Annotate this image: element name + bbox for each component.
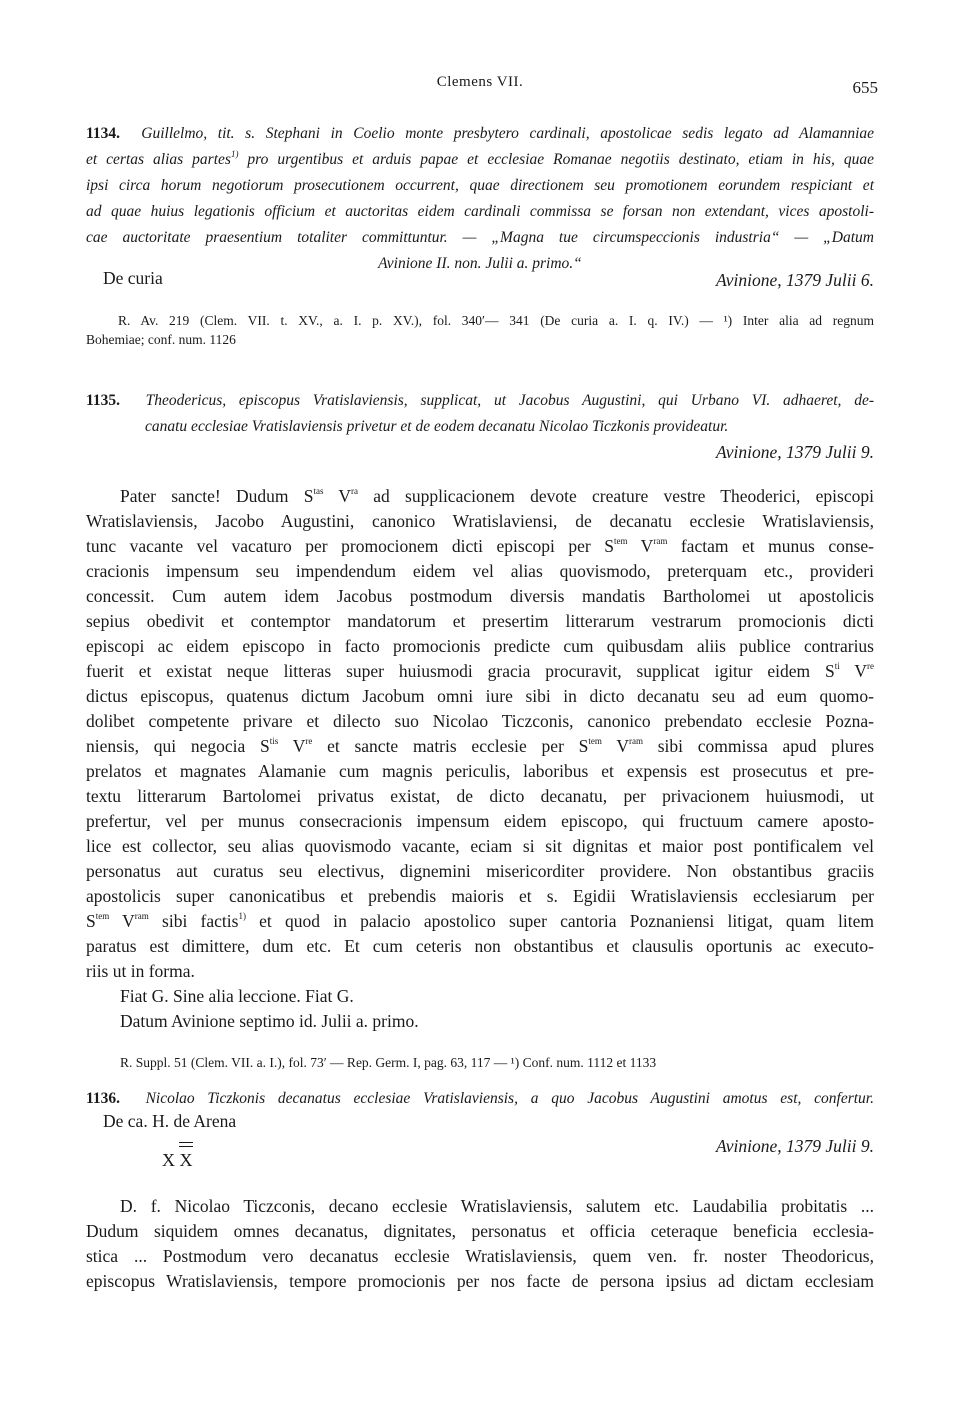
entry-1134-line-6: Avinione II. non. Julii a. primo.“ (378, 255, 582, 272)
body-line-17: apostolicis super canonicatibus et prebendis maioris et s. Egidii Wratislaviensis ecclesiarum per (86, 886, 874, 906)
entry-1134-line-3: ipsi circa horum negotiorum prosecutionem occurrent, quae directionem seu promotionem eorundem respiciant et (86, 177, 874, 194)
body-line-18: $S^{tem}$ $V^{ram}$ sibi factis$^{1)}$ et quod in palacio apostolico super cantoria Poznaniensi litigat, quam litem (86, 911, 875, 931)
entry-1135-summary-1: 1135. Theodericus, episcopus Vratislaviensis, supplicat, ut Jacobus Augustini, qui Urbano VI. adhaeret, de- (86, 392, 875, 409)
body-line-20: riis ut in forma. (86, 961, 195, 981)
page-number: 655 (852, 78, 878, 97)
entry-1135-summary-2: canatu ecclesiae Vratislaviensis privetur et de eodem decanatu Nicolao Ticzkonis provideatur. (145, 418, 729, 435)
body-line-11: niensis, qui negocia $S^{tis}$ Vre et sancte matris ecclesie per $S^{tem}$ $V^{ram}$ sibi commissa apud plures (86, 736, 875, 756)
body-line-12: prelatos et magnates Alamanie cum magnis periculis, laboribus et expensis est prosecutus et pre- (86, 761, 874, 781)
entry-number: 1135. (86, 392, 121, 409)
body-line-14: prefertur, vel per munus consecracionis impensum eidem episcopo, qui fructuum camere aposto- (86, 811, 874, 831)
place-date: Avinione, 1379 Julii 9. (716, 1136, 874, 1156)
source-note-line: R. Suppl. 51 (Clem. VII. a. I.), fol. 73′ — Rep. Germ. I, pag. 63, 117 — ¹) Conf. num. 1112 et 1133 (120, 1055, 657, 1070)
body-line-4: cracionis impensum seu impendendum eidem vel alias quovismodo, preterquam etc., provideri (86, 561, 874, 581)
body-line-9: dictus episcopus, quatenus dictum Jacobum omni iure sibi in dicto decanatu seu ad eum quomo- (86, 686, 874, 706)
fiat-line: Fiat G. Sine alia leccione. Fiat G. (120, 986, 354, 1006)
place-left: De curia (103, 268, 163, 288)
entry-1134-line-1: 1134. Guillelmo, tit. s. Stephani in Coelio monte presbytero cardinali, apostolicae sedis legato ad Alamanniae (86, 125, 875, 142)
tax-mark: X X (162, 1150, 193, 1170)
place-date: Avinione, 1379 Julii 6. (716, 270, 874, 290)
footnote-mark: 1) (238, 911, 246, 922)
entry-1134-line-5: cae auctoritate praesentium totaliter committuntur. — „Magna tue circumspeccionis industria“ — „Datum (86, 229, 874, 246)
body-line-3: stica ... Postmodum vero decanatus ecclesie Wratislaviensis, quem ven. fr. noster Theodoricus, (86, 1246, 874, 1266)
body-line-10: dolibet competente privare et dilecto suo Nicolao Ticzconis, canonico prebendato ecclesie Pozna- (86, 711, 874, 731)
source-note-line-2: Bohemiae; conf. num. 1126 (86, 332, 236, 347)
body-line-5: concessit. Cum autem idem Jacobus postmodum diversis mandatis Bartholomei ut apostolicis (86, 586, 874, 606)
datum-line: Datum Avinione septimo id. Julii a. primo. (120, 1011, 419, 1031)
entry-1134-line-4: ad quae huius legationis officium et auctoritas eidem cardinali commissa se forsan non extendant, vices apostoli- (86, 203, 874, 220)
running-title: Clemens VII. (436, 74, 524, 90)
tax-mark-bar (179, 1146, 193, 1147)
body-line-16: personatus aut curatus seu electivus, dignemini misericorditer providere. Non obstantibus graciis (86, 861, 874, 881)
body-line-19: paratus est dimittere, dum etc. Et cum ceteris non obstantibus et clausulis oportunis ac executo- (86, 936, 874, 956)
body-line-6: sepius obedivit et contemptor mandatorum et presertim litterarum vestrarum promocionis dicti (86, 611, 874, 631)
body-line-13: textu litterarum Bartolomei privatus existat, de dicto decanatu, per privacionem huiusmodi, ut (86, 786, 874, 806)
place-date: Avinione, 1379 Julii 9. (716, 442, 874, 462)
body-line-3: tunc vacante vel vacaturo per promocionem dicti episcopi per $S^{tem}$ $V^{ram}$ factam et munus conse- (86, 536, 875, 556)
body-line-4: episcopus Wratislaviensis, tempore promocionis per nos facte de persona ipsius ad dictam ecclesiam (86, 1271, 874, 1291)
body-line-2: Wratislaviensis, Jacobo Augustini, canonico Wratislaviensi, de decanatu ecclesie Wratislaviensis, (86, 511, 874, 531)
body-line-1: Pater sancte! Dudum $S^{tas}$ $V^{ra}$ ad supplicacionem devote creature vestre Theoderici, episcopi (120, 486, 874, 506)
body-line-8: fuerit et existat neque litteras super huiusmodi gracia procuravit, supplicat igitur eidem $S^{ti}$ Vre (86, 661, 874, 681)
tax-mark-bar (179, 1142, 193, 1143)
source-note-line-1: R. Av. 219 (Clem. VII. t. XV., a. I. p. XV.), fol. 340′— 341 (De curia a. I. q. IV.) — ¹) Inter alia ad regnum (118, 313, 874, 328)
body-line-1: D. f. Nicolao Ticzconis, decano ecclesie Wratislaviensis, salutem etc. Laudabilia probitatis ... (120, 1196, 874, 1216)
entry-number: 1134. (86, 125, 121, 142)
footnote-mark: 1) (230, 148, 239, 159)
body-line-2: Dudum siquidem omnes decanatus, dignitates, personatus et officia ceteraque beneficia ecclesia- (86, 1221, 874, 1241)
entry-1136-summary: 1136. Nicolao Ticzkonis decanatus ecclesiae Vratislaviensis, a quo Jacobus Augustini amotus est, confertur. (86, 1090, 874, 1107)
entry-1134-line-2: et certas alias partes$^{1)}$ pro urgentibus et arduis papae et ecclesiae Romanae negotiis destinato, etiam in his, quae (86, 148, 874, 168)
body-line-7: episcopi ac eidem episcopo in facto promocionis predicte cum quibusdam aliis publice contrarius (86, 636, 874, 656)
entry-number: 1136. (86, 1090, 121, 1107)
body-line-15: lice est collector, seu alias quovismodo vacante, eciam si sit dignitas et maior post pontificalem vel (86, 836, 874, 856)
chancery-note: De ca. H. de Arena (103, 1111, 237, 1131)
